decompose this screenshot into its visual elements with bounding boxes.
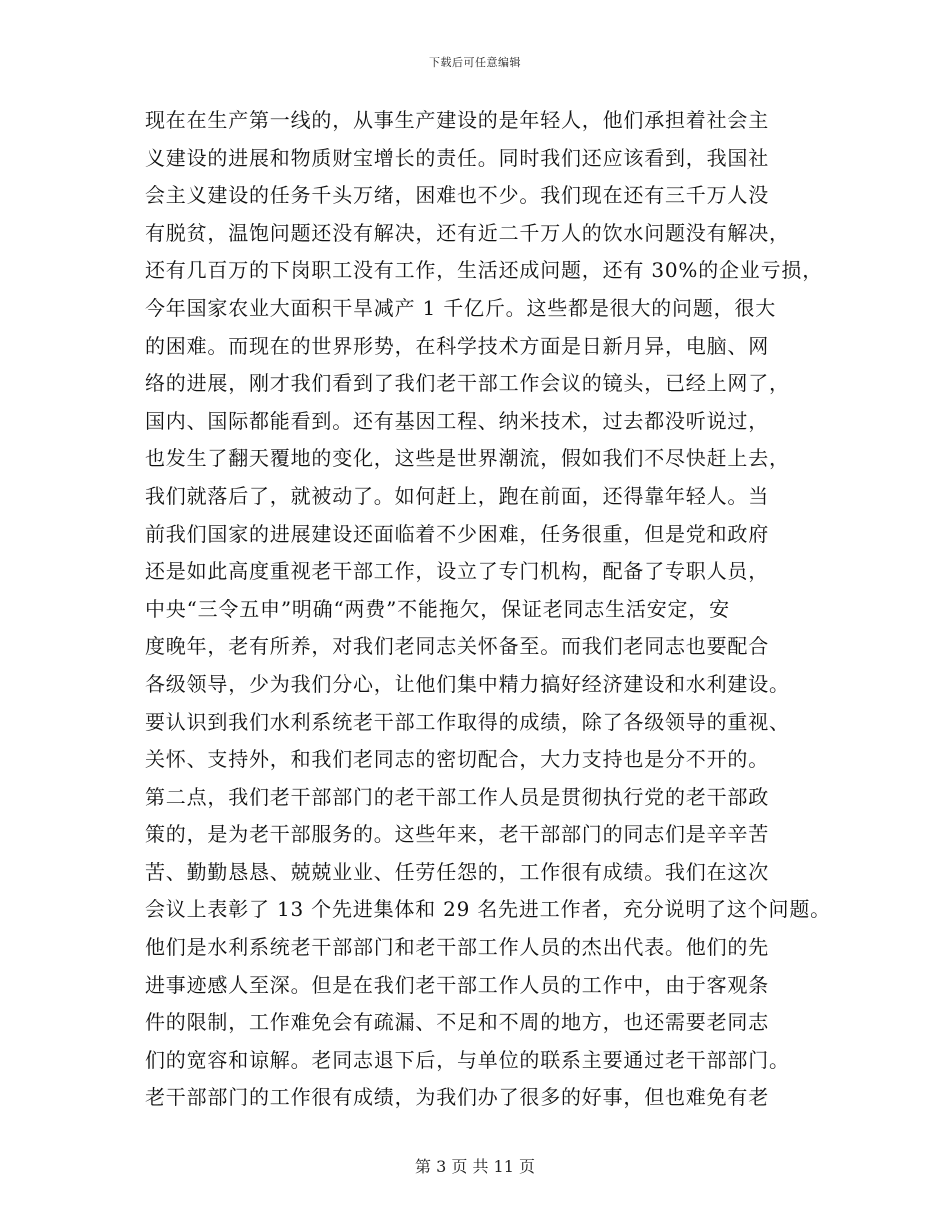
text-line: 度晚年，老有所养，对我们老同志关怀备至。而我们老同志也要配合 — [145, 634, 769, 659]
text-line: 老干部部门的工作很有成绩，为我们办了很多的好事，但也难免有老 — [145, 1085, 769, 1110]
text-line: 今年国家农业大面积干旱减产 1 千亿斤。这些都是很大的问题，很大 — [145, 295, 777, 320]
text-line: 还有几百万的下岗职工没有工作，生活还成问题，还有 30%的企业亏损， — [145, 258, 824, 283]
text-line: 们的宽容和谅解。老同志退下后，与单位的联系主要通过老干部部门。 — [145, 1047, 790, 1072]
page-number: 第 3 页 共 11 页 — [415, 1157, 535, 1176]
body-text — [145, 102, 835, 1117]
text-line: 也发生了翻天覆地的变化，这些是世界潮流，假如我们不尽快赶上去， — [145, 446, 790, 471]
text-line: 各级领导，少为我们分心，让他们集中精力搞好经济建设和水利建设。 — [145, 671, 790, 696]
text-line: 的困难。而现在的世界形势，在科学技术方面是日新月异，电脑、网 — [145, 333, 769, 358]
text-line: 有脱贫，温饱问题还没有解决，还有近二千万人的饮水问题没有解决， — [145, 220, 790, 245]
text-line: 中央“三令五申”明确“两费”不能拖欠，保证老同志生活安定，安 — [145, 596, 730, 621]
text-line: 现在在生产第一线的，从事生产建设的是年轻人，他们承担着社会主 — [145, 108, 769, 132]
text-line: 关怀、支持外，和我们老同志的密切配合，大力支持也是分不开的。 — [145, 747, 769, 772]
text-line: 还是如此高度重视老干部工作，设立了专门机构，配备了专职人员， — [145, 559, 769, 584]
text-line: 策的，是为老干部服务的。这些年来，老干部部门的同志们是辛辛苦 — [145, 822, 769, 847]
text-line: 件的限制，工作难免会有疏漏、不足和不周的地方，也还需要老同志 — [145, 1010, 769, 1035]
text-line: 第二点，我们老干部部门的老干部工作人员是贯彻执行党的老干部政 — [145, 784, 769, 809]
text-line: 国内、国际都能看到。还有基因工程、纳米技术，过去都没听说过， — [145, 408, 769, 433]
text-line: 义建设的进展和物质财宝增长的责任。同时我们还应该看到，我国社 — [145, 145, 769, 170]
text-line: 会主义建设的任务千头万绪，困难也不少。我们现在还有三千万人没 — [145, 183, 769, 208]
page-header-note: 下载后可任意编辑 — [429, 56, 521, 69]
text-line: 要认识到我们水利系统老干部工作取得的成绩，除了各级领导的重视、 — [145, 709, 790, 734]
text-line: 他们是水利系统老干部部门和老干部工作人员的杰出代表。他们的先 — [145, 935, 769, 960]
text-line: 络的进展，刚才我们看到了我们老干部工作会议的镜头，已经上网了， — [145, 371, 790, 396]
text-line: 苦、勤勤恳恳、兢兢业业、任劳任怨的，工作很有成绩。我们在这次 — [145, 859, 769, 884]
text-line: 会议上表彰了 13 个先进集体和 29 名先进工作者，充分说明了这个问题。 — [145, 897, 831, 922]
text-line: 前我们国家的进展建设还面临着不少困难，任务很重，但是党和政府 — [145, 521, 769, 546]
text-line: 进事迹感人至深。但是在我们老干部工作人员的工作中，由于客观条 — [145, 972, 769, 997]
text-line: 我们就落后了，就被动了。如何赶上，跑在前面，还得靠年轻人。当 — [145, 483, 769, 508]
